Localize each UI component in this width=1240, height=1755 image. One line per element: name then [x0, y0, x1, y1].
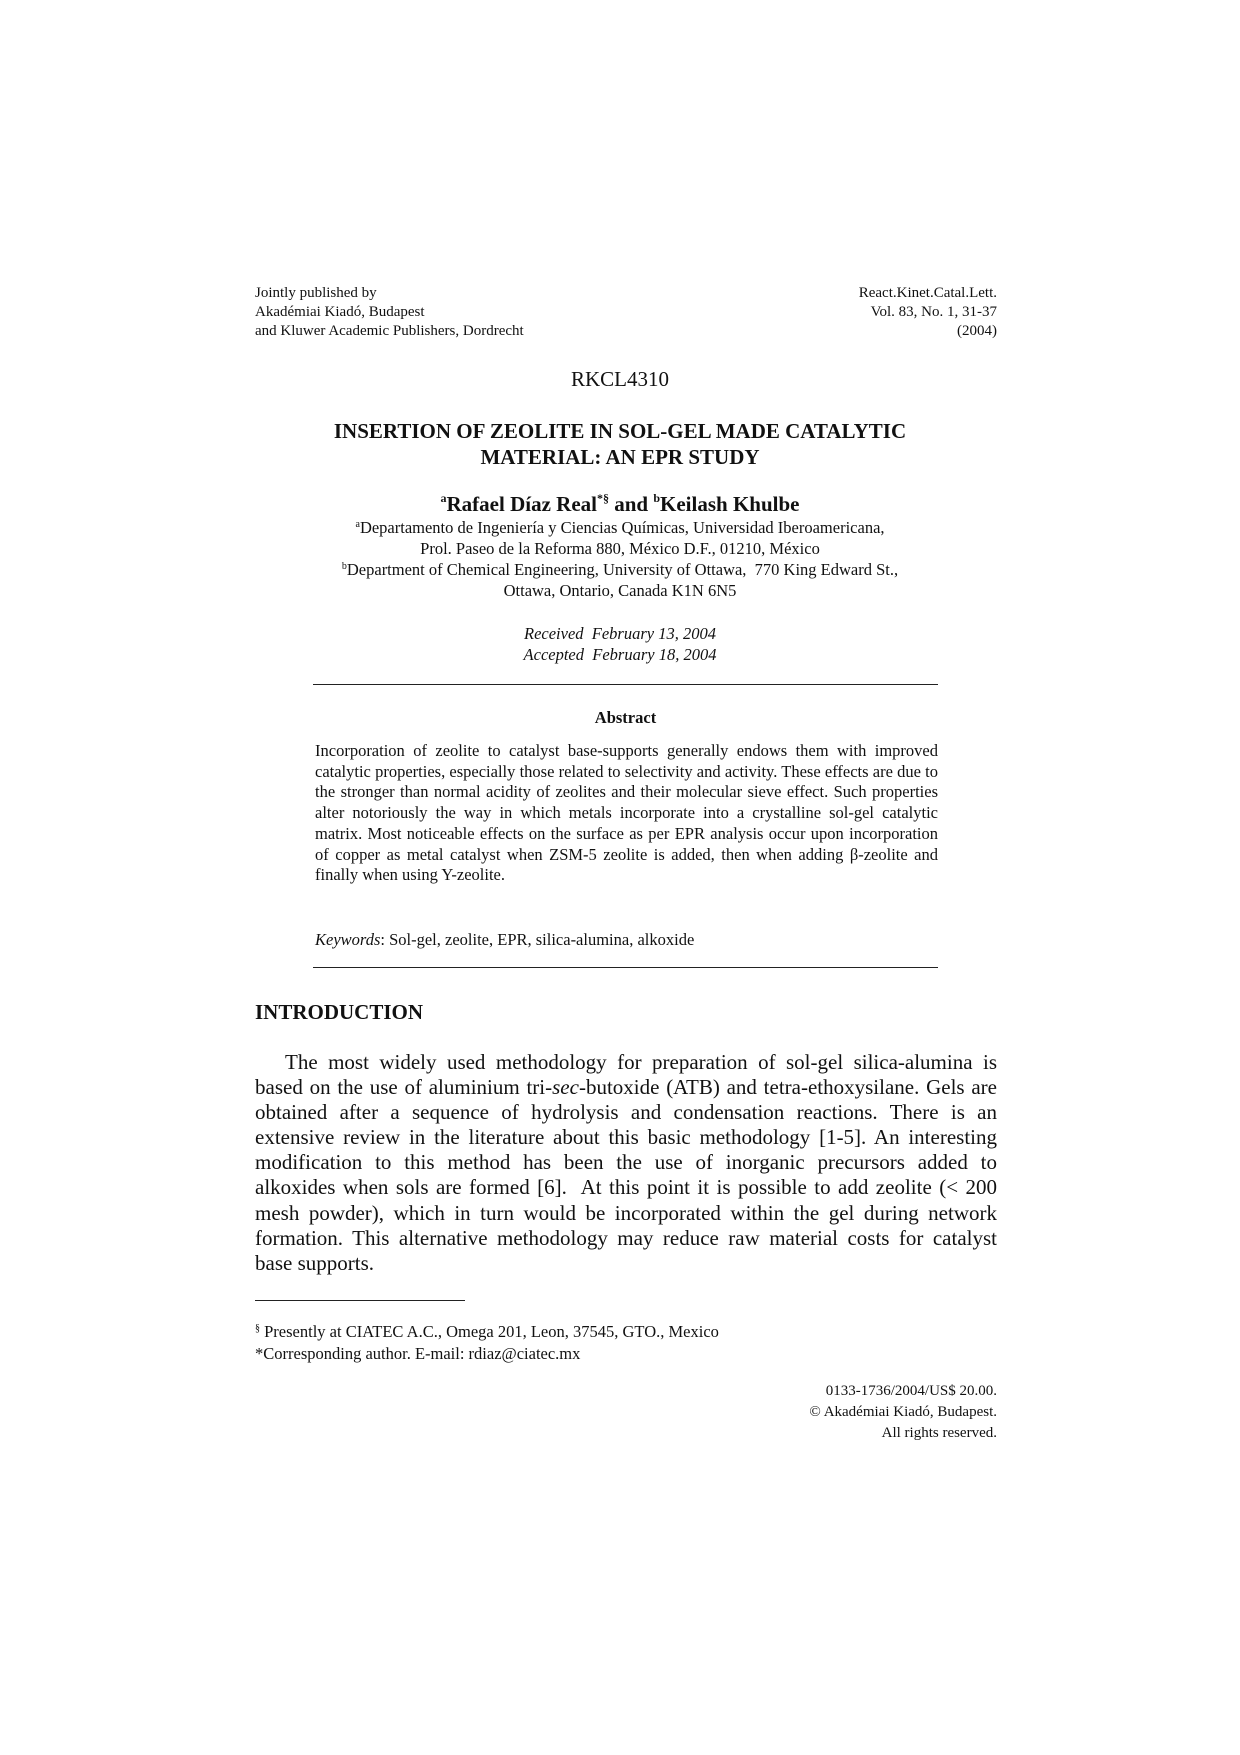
keywords-label: Keywords — [315, 930, 381, 949]
intro-text-part1: The most widely used methodology for preparation of sol-gel silica-alumina is based on the use of aluminium tri- — [255, 1050, 997, 1100]
footnote-affiliation — [255, 1321, 719, 1343]
abstract-text: Incorporation of zeolite to catalyst base-supports generally endows them with improved catalytic properties, especially those related to selectivity and activity. These effects are due to the stronger than normal acidity of zeolites and their molecular sieve effect. Such properties alter notoriously the way in which metals incorporate into a crystalline sol-gel catalytic matrix. Most noticeable effects on the surface as per EPR analysis occur upon incorporation of copper as metal catalyst when ZSM-5 zeolite is added, then when adding β-zeolite and finally when using Y-zeolite. — [315, 741, 938, 885]
affiliation-a-line1: Departamento de Ingeniería y Ciencias Químicas, Universidad Iberoamericana, — [359, 518, 885, 537]
author2-affil-mark: b — [653, 491, 661, 505]
affiliation-b — [250, 559, 990, 580]
affiliation-a-mark: a — [355, 519, 360, 530]
publisher-line: Akadémiai Kiadó, Budapest — [255, 304, 425, 320]
author-conjunction: and — [608, 492, 654, 516]
introduction-paragraph — [255, 1050, 1008, 1276]
footnote-text: Presently at CIATEC A.C., Omega 201, Leon, 37545, GTO., Mexico — [260, 1322, 719, 1341]
author2-name: Keilash Khulbe — [660, 492, 800, 516]
footnotes — [255, 1321, 719, 1365]
intro-text-part2: -butoxide (ATB) and tetra-ethoxysilane. Gels are obtained after a sequence of hydrolysis and condensation reactions. There is an extensive review in the literature about this basic methodology [1-5]. An interesting modification to this method has been the use of inorganic precursors added to alkoxides when sols are formed [6]. At this point it is possible to add zeolite (< 200 mesh powder), which in turn would be incorporated within the gel during network formation. This alternative methodology may reduce raw material costs for catalyst base supports. — [255, 1075, 1008, 1275]
affiliation-b-mark: b — [341, 561, 347, 572]
keywords — [315, 929, 938, 950]
author-list — [250, 491, 990, 517]
copyright-holder: © Akadémiai Kiadó, Budapest. — [809, 1404, 997, 1420]
publisher-line: and Kluwer Academic Publishers, Dordrecht — [255, 323, 524, 339]
publisher-line: Jointly published by — [255, 285, 377, 301]
title-line: INSERTION OF ZEOLITE IN SOL-GEL MADE CATALYTIC — [333, 419, 907, 443]
affiliations — [250, 517, 990, 601]
intro-text-emphasis: sec — [552, 1075, 579, 1100]
accepted-date: Accepted February 18, 2004 — [523, 645, 717, 664]
author1-affil-mark: a — [440, 491, 447, 505]
introduction-body — [255, 1050, 1008, 1276]
paper-code: RKCL4310 — [570, 367, 669, 391]
journal-info — [780, 284, 997, 341]
author1-name: Rafael Díaz Real — [446, 492, 597, 516]
footnote-corresponding: *Corresponding author. E-mail: rdiaz@ciatec.mx — [255, 1344, 581, 1363]
copyright-block — [700, 1381, 997, 1444]
abstract-top-rule — [313, 684, 938, 685]
abstract-bottom-rule — [313, 967, 938, 968]
keywords-text: : Sol-gel, zeolite, EPR, silica-alumina, alkoxide — [380, 930, 695, 949]
paper-title — [250, 418, 990, 470]
rights-reserved: All rights reserved. — [881, 1425, 997, 1441]
title-line: MATERIAL: AN EPR STUDY — [480, 445, 760, 469]
footnote-rule — [255, 1300, 465, 1301]
abstract-heading: Abstract — [594, 708, 657, 727]
author1-note-mark: *§ — [596, 491, 609, 505]
footnote-mark: § — [255, 1323, 260, 1334]
affiliation-b-line2: Ottawa, Ontario, Canada K1N 6N5 — [503, 581, 737, 600]
journal-line: Vol. 83, No. 1, 31-37 — [870, 304, 997, 320]
affiliation-a-line2: Prol. Paseo de la Reforma 880, México D.F., 01210, México — [420, 539, 820, 558]
journal-line: (2004) — [957, 323, 997, 339]
affiliation-a — [250, 517, 990, 538]
received-date: Received February 13, 2004 — [524, 624, 716, 643]
dates — [250, 623, 990, 665]
affiliation-b-line1: Department of Chemical Engineering, University of Ottawa, 770 King Edward St., — [346, 560, 899, 579]
journal-line: React.Kinet.Catal.Lett. — [858, 285, 997, 301]
introduction-heading: INTRODUCTION — [255, 1000, 424, 1024]
issn-price: 0133-1736/2004/US$ 20.00. — [825, 1383, 997, 1399]
publisher-info — [255, 284, 675, 341]
